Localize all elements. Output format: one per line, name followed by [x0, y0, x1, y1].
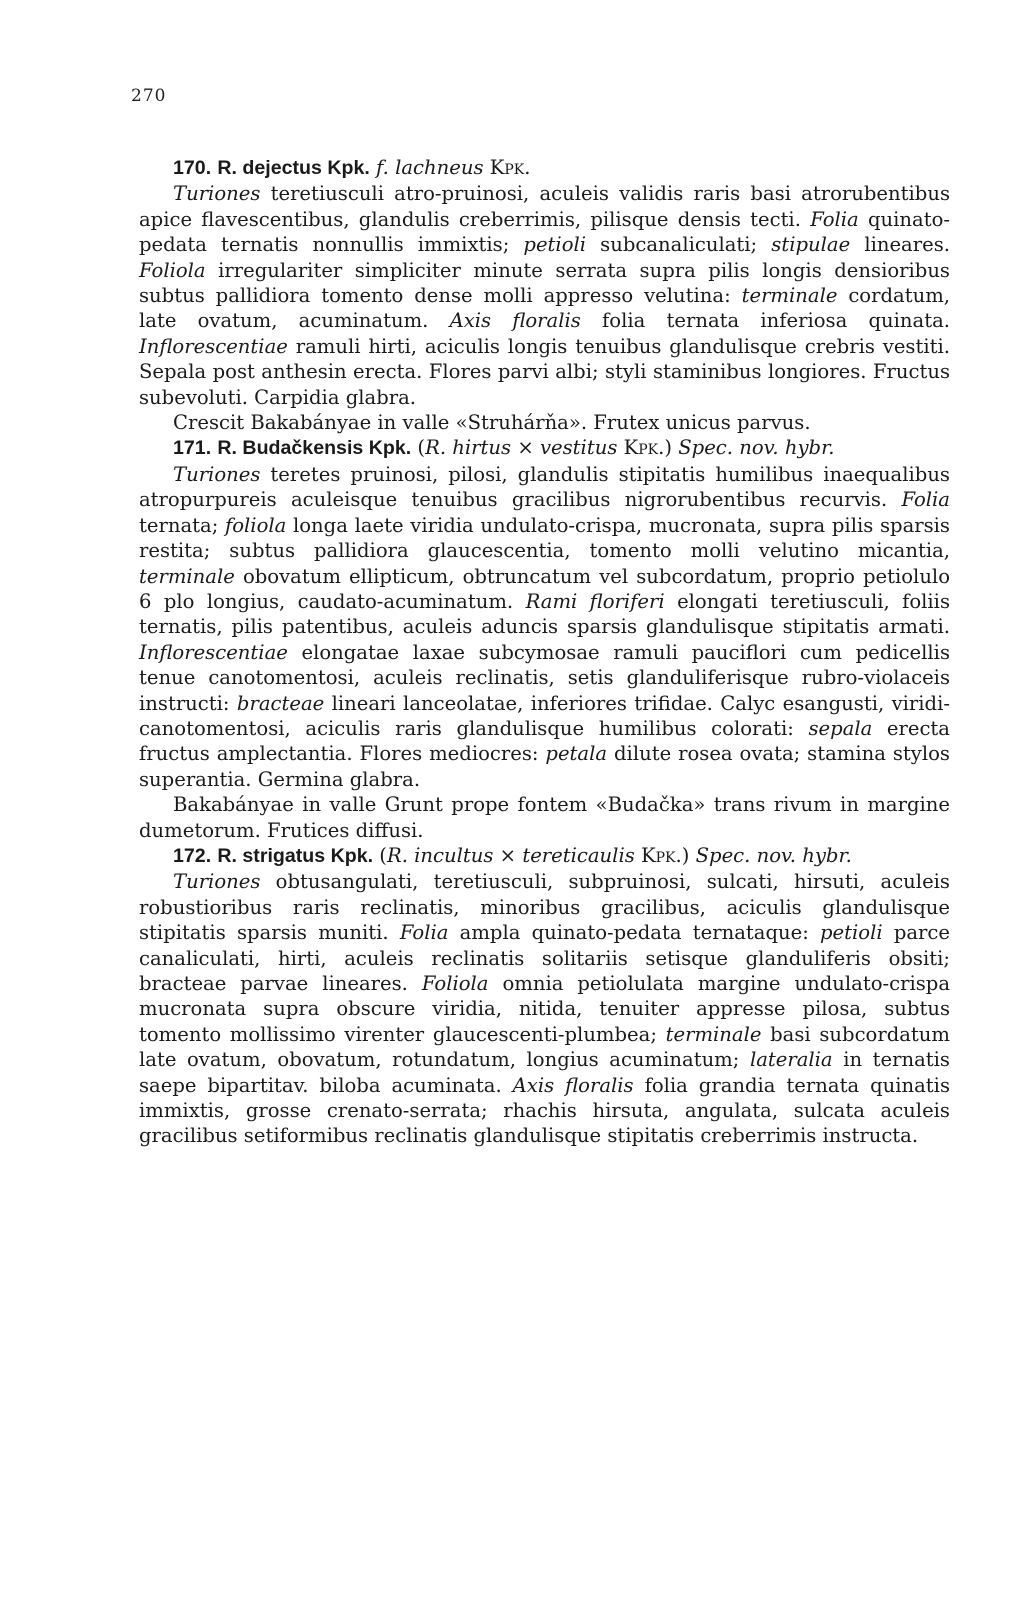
author: Kpk.: [489, 156, 531, 179]
term: Foliola: [139, 258, 206, 282]
entry-number: 170.: [173, 157, 212, 179]
species-name: R. Budačkensis Kpk.: [217, 437, 412, 460]
description-text: obtusangulati, teretiusculi, subpruinosi, sulcati, hirsuti, aculeis robustioribus raris reclinatis, minoribus gracilibus, aciculis glandulisque stipitatis sparsis muniti.: [139, 870, 950, 945]
term: Inflorescentiae: [139, 334, 288, 358]
term: Axis floralis: [449, 309, 581, 333]
description-text: obovatum ellipticum, obtruncatum vel subcordatum, proprio petiolulo 6 plo longius, caudato-acuminatum.: [139, 564, 950, 613]
entry-171-habitat: Bakabányae in valle Grunt prope fontem «Budačka» trans rivum in margine dumetorum. Frutices diffusi.: [139, 793, 950, 842]
species-status: Spec. nov. hybr.: [695, 843, 852, 867]
term: Turiones: [173, 462, 261, 486]
description-text: in ternatis saepe bipartitav. biloba acuminata.: [139, 1048, 950, 1097]
description-text: elongati teretiusculi, foliis ternatis, pilis patentibus, aculeis aduncis sparsis glandulisque stipitatis armati.: [139, 589, 950, 639]
term: petala: [545, 742, 608, 766]
term: Rami floriferi: [525, 589, 665, 613]
term: lateralia: [749, 1048, 833, 1072]
description-text: cordatum, late ovatum, acuminatum.: [139, 284, 950, 333]
term: Folia: [901, 488, 950, 512]
term: terminale: [741, 284, 838, 308]
author: Kpk.: [641, 843, 682, 867]
species-origin: lachneus: [395, 156, 484, 179]
term: Turiones: [173, 870, 261, 894]
species-origin: R. hirtus × vestitus: [425, 436, 618, 460]
term: bracteae: [236, 691, 325, 715]
description-text: erecta fructus amplectantia. Flores mediocres:: [139, 716, 950, 766]
description-text: parce canaliculati, hirti, aculeis reclinatis solitariis setisque glanduliferis obsiti; bracteae parvae lineares.: [139, 921, 950, 995]
term: petioli: [820, 921, 883, 945]
term: Folia: [810, 207, 859, 231]
term: Inflorescentiae: [139, 640, 288, 664]
description-text: lineares.: [850, 233, 950, 257]
species-name: R. strigatus Kpk.: [217, 844, 374, 867]
page-body: [139, 155, 950, 1149]
term: Turiones: [173, 182, 261, 206]
description-text: quinato-pedata ternatis nonnullis immixtis;: [139, 207, 950, 257]
term: stipulae: [771, 233, 851, 257]
entry-number: 171.: [173, 437, 212, 460]
description-text: teretiusculi atro-pruinosi, aculeis validis raris basi atrorubentibus apice flavescentibus, glandulis creberrimis, pilisque densis tecti.: [139, 182, 950, 231]
origin-prefix: f.: [376, 156, 389, 179]
description-text: ramuli hirti, aciculis longis tenuibus glandulisque crebris vestiti. Sepala post anthesin erecta. Flores parvi albi; styli staminibus longiores. Fructus subevoluti. Carpidia glabra.: [139, 334, 950, 409]
entry-170-habitat: Crescit Bakabányae in valle «Struhárňa». Frutex unicus parvus.: [173, 411, 811, 435]
description-text: teretes pruinosi, pilosi, glandulis stipitatis humilibus inaequalibus atropurpureis aculeisque tenuibus gracilibus nigrorubentibus recurvis.: [139, 462, 950, 512]
entry-172-heading: 172. R. strigatus Kpk. (R. incultus × tereticaulis Kpk.) Spec. nov. hybr.: [173, 843, 852, 867]
description-text: folia grandia ternata quinatis immixtis, grosse crenato-serrata; rhachis hirsuta, angulata, sulcata aculeis gracilibus setiformibus reclinatis glandulisque stipitatis creberrimis instructa.: [139, 1073, 950, 1148]
species-status: Spec. nov. hybr.: [678, 436, 835, 460]
page-number: 270: [131, 86, 167, 106]
term: Foliola: [421, 972, 489, 995]
description-text: lineari lanceolatae, inferiores trifidae. Calyc esangusti, viridi-canotomentosi, aciculis raris glandulisque humilibus colorati:: [139, 691, 950, 740]
species-name: R. dejectus Kpk.: [217, 157, 370, 179]
description-text: ampla quinato-pedata ternataque:: [448, 921, 821, 945]
term: terminale: [665, 1022, 762, 1046]
species-origin: R. incultus × tereticaulis: [386, 843, 635, 867]
description-text: dilute rosea ovata; stamina stylos superantia. Germina glabra.: [139, 742, 950, 791]
description-text: longa laete viridia undulato-crispa, mucronata, supra pilis sparsis restita; subtus pallidiora glaucescentia, tomento molli velutino micantia,: [139, 513, 950, 563]
term: Folia: [399, 921, 449, 945]
entry-170-description: [139, 181, 950, 410]
entry-170-heading: [139, 155, 950, 181]
description-text: omnia petiolulata margine undulato-crispa mucronata supra obscure viridia, nitida, tenuiter appresse pilosa, subtus tomento mollissimo virenter glaucescenti-plumbea;: [139, 972, 951, 1046]
description-text: subcanaliculati;: [586, 233, 772, 257]
entry-172-description: [139, 869, 950, 1148]
description-text: irregulariter simpliciter minute serrata supra pilis longis densioribus subtus pallidiora tomento dense molli appresso velutina:: [139, 258, 950, 308]
entry-171-heading: 171. R. Budačkensis Kpk. (R. hirtus × vestitus Kpk.) Spec. nov. hybr.: [173, 436, 835, 460]
description-text: basi subcordatum late ovatum, obovatum, rotundatum, longius acuminatum;: [139, 1022, 951, 1072]
term: foliola: [224, 513, 287, 537]
description-text: folia ternata inferiosa quinata.: [580, 309, 950, 333]
term: Axis floralis: [512, 1073, 634, 1097]
term: sepala: [808, 716, 873, 740]
description-text: ternata;: [139, 513, 225, 537]
description-text: elongatae laxae subcymosae ramuli pauciflori cum pedicellis tenue canotomentosi, aculeis reclinatis, setis glanduliferisque rubro-violaceis instructi:: [139, 640, 950, 715]
term: petioli: [523, 233, 587, 257]
entry-number: 172.: [173, 844, 212, 867]
entry-171-description: [139, 462, 950, 792]
term: terminale: [139, 564, 235, 588]
author: Kpk.: [623, 436, 665, 460]
